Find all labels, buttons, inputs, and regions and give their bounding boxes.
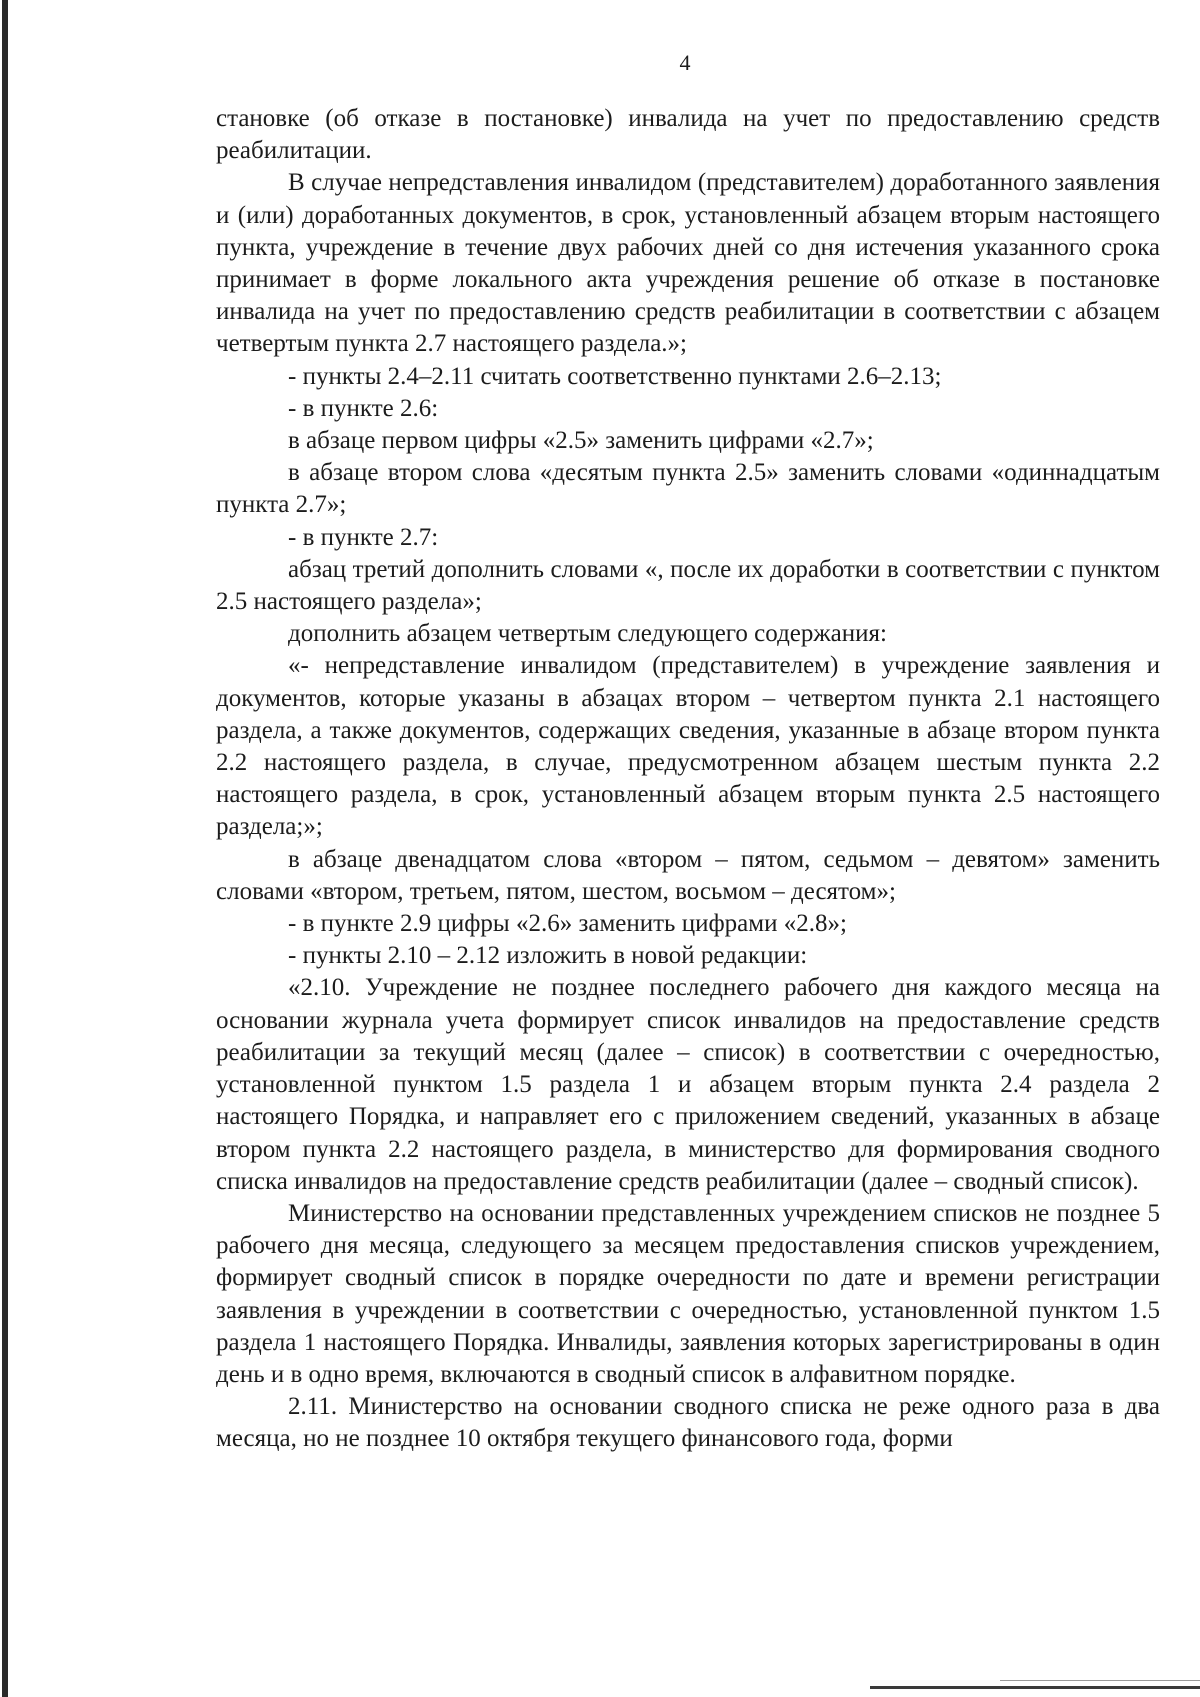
paragraph: в абзаце первом цифры «2.5» заменить цифрами «2.7»; [288, 427, 874, 455]
scan-bottom-line-faint [1000, 1680, 1200, 1681]
paragraph: - пункты 2.10 – 2.12 изложить в новой редакции: [288, 942, 808, 970]
document-body [216, 103, 1160, 1456]
paragraph-continuation: становке (об отказе в постановке) инвалида на учет по предоставлению средств реабилитации. [216, 105, 1160, 165]
paragraph: - пункты 2.4–2.11 считать соответственно пунктами 2.6–2.13; [288, 362, 942, 390]
paragraph: - в пункте 2.9 цифры «2.6» заменить цифрами «2.8»; [288, 910, 847, 938]
scan-bottom-line [870, 1686, 1200, 1689]
paragraph: «- непредставление инвалидом (представителем) в учреждение заявления и документов, которые указаны в абзацах втором – четвертом пункта 2.1 настоящего раздела, а также документов, содержащих сведения, указанные в абзаце втором пункта 2.2 настоящего раздела, в случае, предусмотренном абзацем шестым пункта 2.2 настоящего раздела, в срок, установленный абзацем вторым пункта 2.5 настоящего раздела;»; [216, 652, 1160, 841]
paragraph: - в пункте 2.6: [288, 394, 439, 422]
paragraph: Министерство на основании представленных учреждением списков не позднее 5 рабочего дня месяца, следующего за месяцем предоставления списков учреждением, формирует сводный список в порядке очередности по дате и времени регистрации заявления в учреждении в соответствии с очередностью, установленной пунктом 1.5 раздела 1 настоящего Порядка. Инвалиды, заявления которых зарегистрированы в один день и в одно время, включаются в сводный список в алфавитном порядке. [216, 1199, 1160, 1388]
paragraph: в абзаце втором слова «десятым пункта 2.5» заменить словами «одиннадцатым пункта 2.7»; [216, 459, 1160, 519]
paragraph: «2.10. Учреждение не позднее последнего рабочего дня каждого месяца на основании журнала учета формирует список инвалидов на предоставление средств реабилитации за текущий месяц (далее – список) в соответствии с очередностью, установленной пунктом 1.5 раздела 1 и абзацем вторым пункта 2.4 раздела 2 настоящего Порядка, и направляет его с приложением сведений, указанных в абзаце втором пункта 2.2 настоящего раздела, в министерство для формирования сводного списка инвалидов на предоставление средств реабилитации (далее – сводный список). [216, 974, 1160, 1195]
paragraph: в абзаце двенадцатом слова «втором – пятом, седьмом – девятом» заменить словами «втором, третьем, пятом, шестом, восьмом – десятом»; [216, 845, 1160, 905]
paragraph: абзац третий дополнить словами «, после их доработки в соответствии с пунктом 2.5 настоящего раздела»; [216, 555, 1160, 616]
page-number: 4 [679, 50, 691, 75]
paragraph: 2.11. Министерство на основании сводного списка не реже одного раза в два месяца, но не позднее 10 октября текущего финансового года, форми [216, 1393, 1160, 1453]
paragraph: - в пункте 2.7: [288, 523, 439, 551]
paragraph: дополнить абзацем четвертым следующего содержания: [288, 620, 887, 648]
scan-left-border [2, 0, 8, 1697]
paragraph: В случае непредставления инвалидом (представителем) доработанного заявления и (или) доработанных документов, в срок, установленный абзацем вторым настоящего пункта, учреждение в течение двух рабочих дней со дня истечения указанного срока принимает в форме локального акта учреждения решение об отказе в постановке инвалида на учет по предоставлению средств реабилитации в соответствии с абзацем четвертым пункта 2.7 настоящего раздела.»; [216, 169, 1160, 358]
